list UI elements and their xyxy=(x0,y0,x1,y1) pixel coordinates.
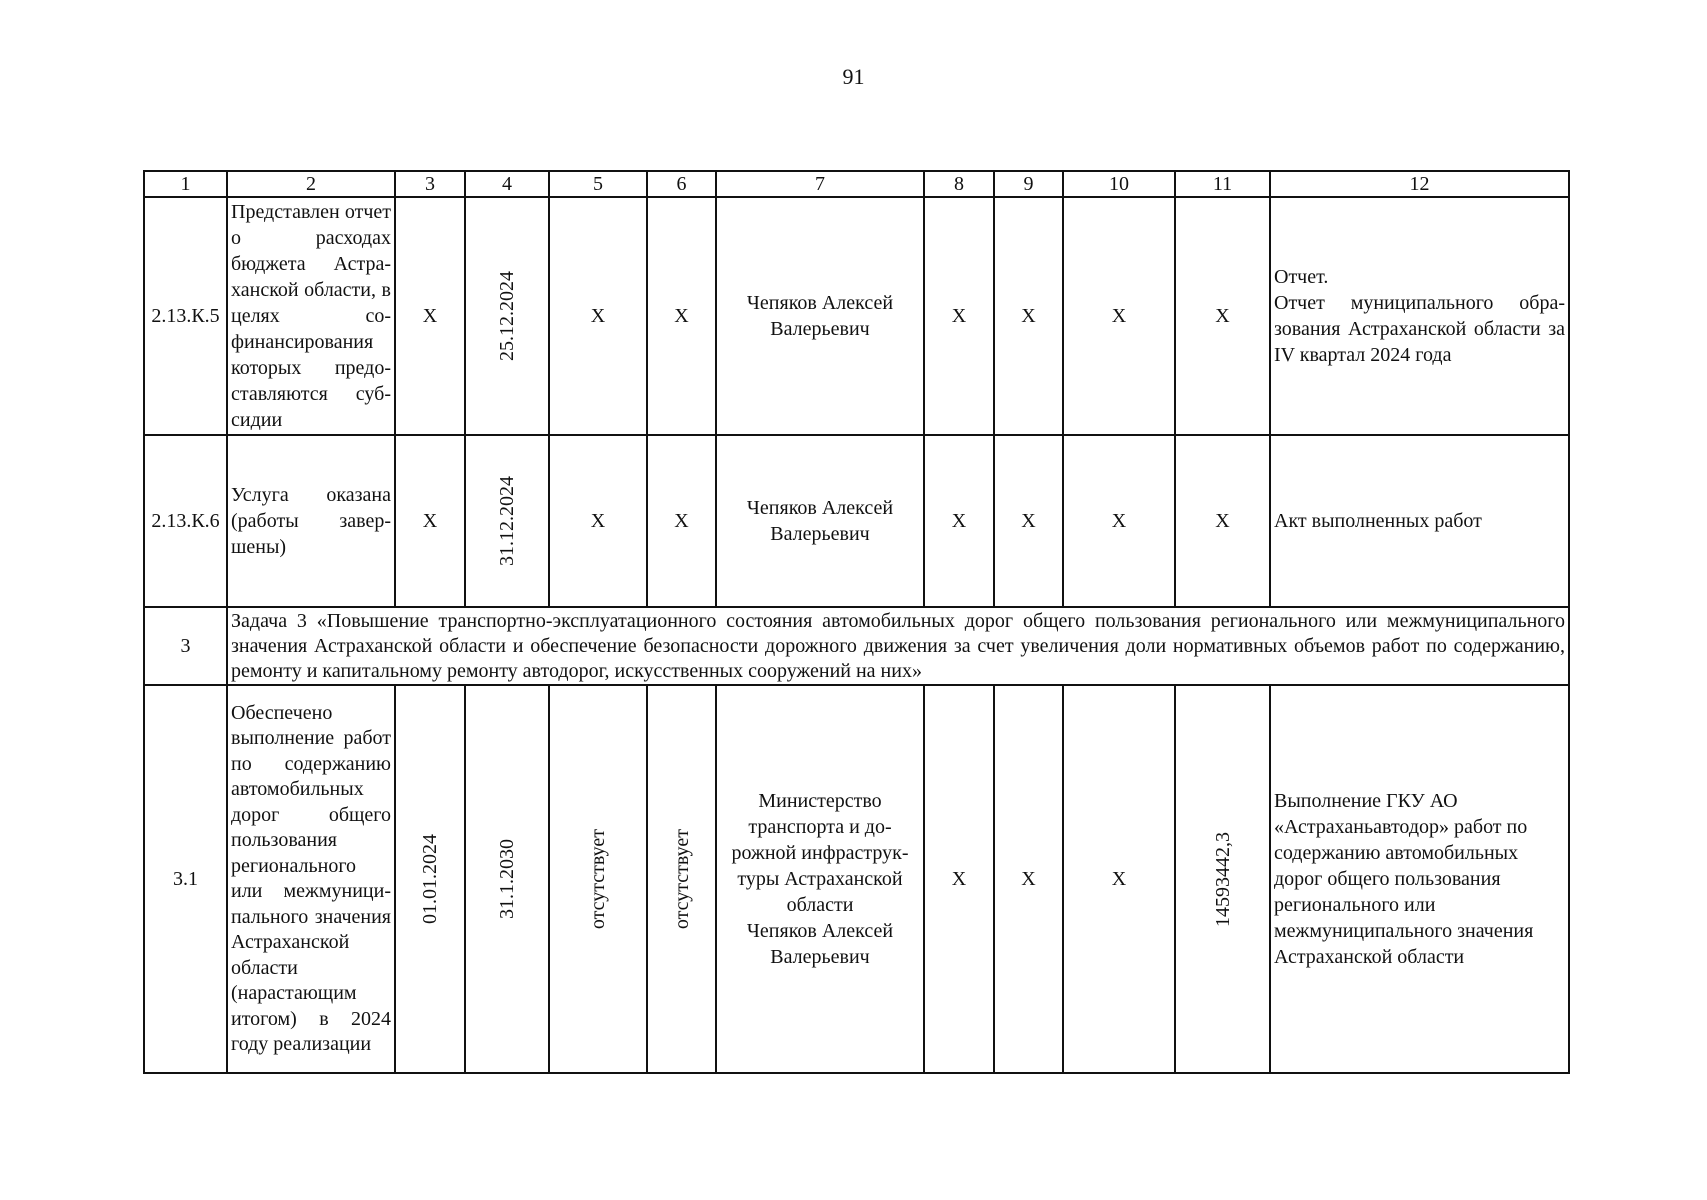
cell-col9: Х xyxy=(994,197,1063,435)
cell-col6: Х xyxy=(647,197,716,435)
header-cell: 3 xyxy=(395,171,465,197)
cell-col5: Х xyxy=(549,197,647,435)
cell-col10: Х xyxy=(1063,685,1175,1073)
date-end: 25.12.2024 xyxy=(496,271,518,361)
control-points-table xyxy=(143,170,1570,1074)
cell-col3: Х xyxy=(395,197,465,435)
document-type xyxy=(1270,197,1569,435)
task-description: Задача 3 «Повышение транспортно-эксплуатационного состояния автомобильных дорог общего пользования регионального или межмуниципального значения Астраханской области и обеспечение безопасности дорожного движения за счет увеличения доли нормативных объемов работ по содержанию, ремонту и капитальному ремонту автодорог, искусственных сооружений на них» xyxy=(227,607,1569,685)
row-id: 3.1 xyxy=(144,685,227,1073)
row-description: Обеспечено выполнение работ по содержанию автомобильных дорог общего пользования регионального или межмуниципального значения Астраханской области (нарастающим итогом) в 2024 году реализации xyxy=(227,685,395,1073)
cell-col10: Х xyxy=(1063,435,1175,607)
header-cell: 7 xyxy=(716,171,924,197)
date-end: 31.12.2024 xyxy=(496,476,518,566)
date-start: 01.01.2024 xyxy=(419,834,441,924)
header-cell: 6 xyxy=(647,171,716,197)
cell-col8: Х xyxy=(924,435,994,607)
table-row xyxy=(144,685,1569,1073)
cell-col9: Х xyxy=(994,435,1063,607)
header-cell: 2 xyxy=(227,171,395,197)
cell-col4 xyxy=(465,197,549,435)
responsible: Чепяков Алексей Валерьевич xyxy=(716,197,924,435)
amount-value: 14593442,3 xyxy=(1211,831,1234,927)
responsible: Чепяков Алексей Валерьевич xyxy=(716,435,924,607)
header-cell: 12 xyxy=(1270,171,1569,197)
document-type: Выполнение ГКУ АО «Астраханьавтодор» работ по содержанию автомобильных дорог общего пользования регионального или межмуниципального значения Астраханской области xyxy=(1270,685,1569,1073)
header-cell: 5 xyxy=(549,171,647,197)
cell-col4 xyxy=(465,685,549,1073)
row-id: 2.13.К.6 xyxy=(144,435,227,607)
page-number: 91 xyxy=(842,64,865,89)
status-value: отсутствует xyxy=(670,828,693,930)
header-row xyxy=(144,171,1569,197)
header-cell: 8 xyxy=(924,171,994,197)
header-cell: 9 xyxy=(994,171,1063,197)
cell-col5: Х xyxy=(549,435,647,607)
responsible xyxy=(716,685,924,1073)
cell-col6 xyxy=(647,685,716,1073)
table-row xyxy=(144,435,1569,607)
cell-col5 xyxy=(549,685,647,1073)
cell-col9: Х xyxy=(994,685,1063,1073)
cell-col11 xyxy=(1175,685,1270,1073)
header-cell: 4 xyxy=(465,171,549,197)
header-cell: 10 xyxy=(1063,171,1175,197)
task-row xyxy=(144,607,1569,685)
cell-col8: Х xyxy=(924,197,994,435)
document-line: Отчет. xyxy=(1274,266,1329,288)
cell-col3 xyxy=(395,685,465,1073)
row-description: Услуга оказана (работы завершены) xyxy=(227,435,395,607)
cell-col10: Х xyxy=(1063,197,1175,435)
cell-col4 xyxy=(465,435,549,607)
cell-col11: Х xyxy=(1175,435,1270,607)
row-id: 3 xyxy=(144,607,227,685)
responsible-person: Чепяков Алексей Валерьевич xyxy=(746,920,894,968)
table-row xyxy=(144,197,1569,435)
header-cell: 1 xyxy=(144,171,227,197)
document-line: Отчет муниципального образования Астраханской области за IV квартал 2024 года xyxy=(1274,292,1565,366)
row-description: Представлен отчет о расходах бюджета Астраханской области, в целях софинансирования которых предоставляются субсидии xyxy=(227,197,395,435)
cell-col8: Х xyxy=(924,685,994,1073)
status-value: отсутствует xyxy=(587,828,609,930)
document-type: Акт выполненных работ xyxy=(1270,435,1569,607)
cell-col6: Х xyxy=(647,435,716,607)
header-cell: 11 xyxy=(1175,171,1270,197)
date-end: 31.1.2030 xyxy=(496,839,518,919)
row-id: 2.13.К.5 xyxy=(144,197,227,435)
responsible-org: Министерство транспорта и дорожной инфраструктуры Астраханской области xyxy=(731,790,909,916)
cell-col3: Х xyxy=(395,435,465,607)
cell-col11: Х xyxy=(1175,197,1270,435)
